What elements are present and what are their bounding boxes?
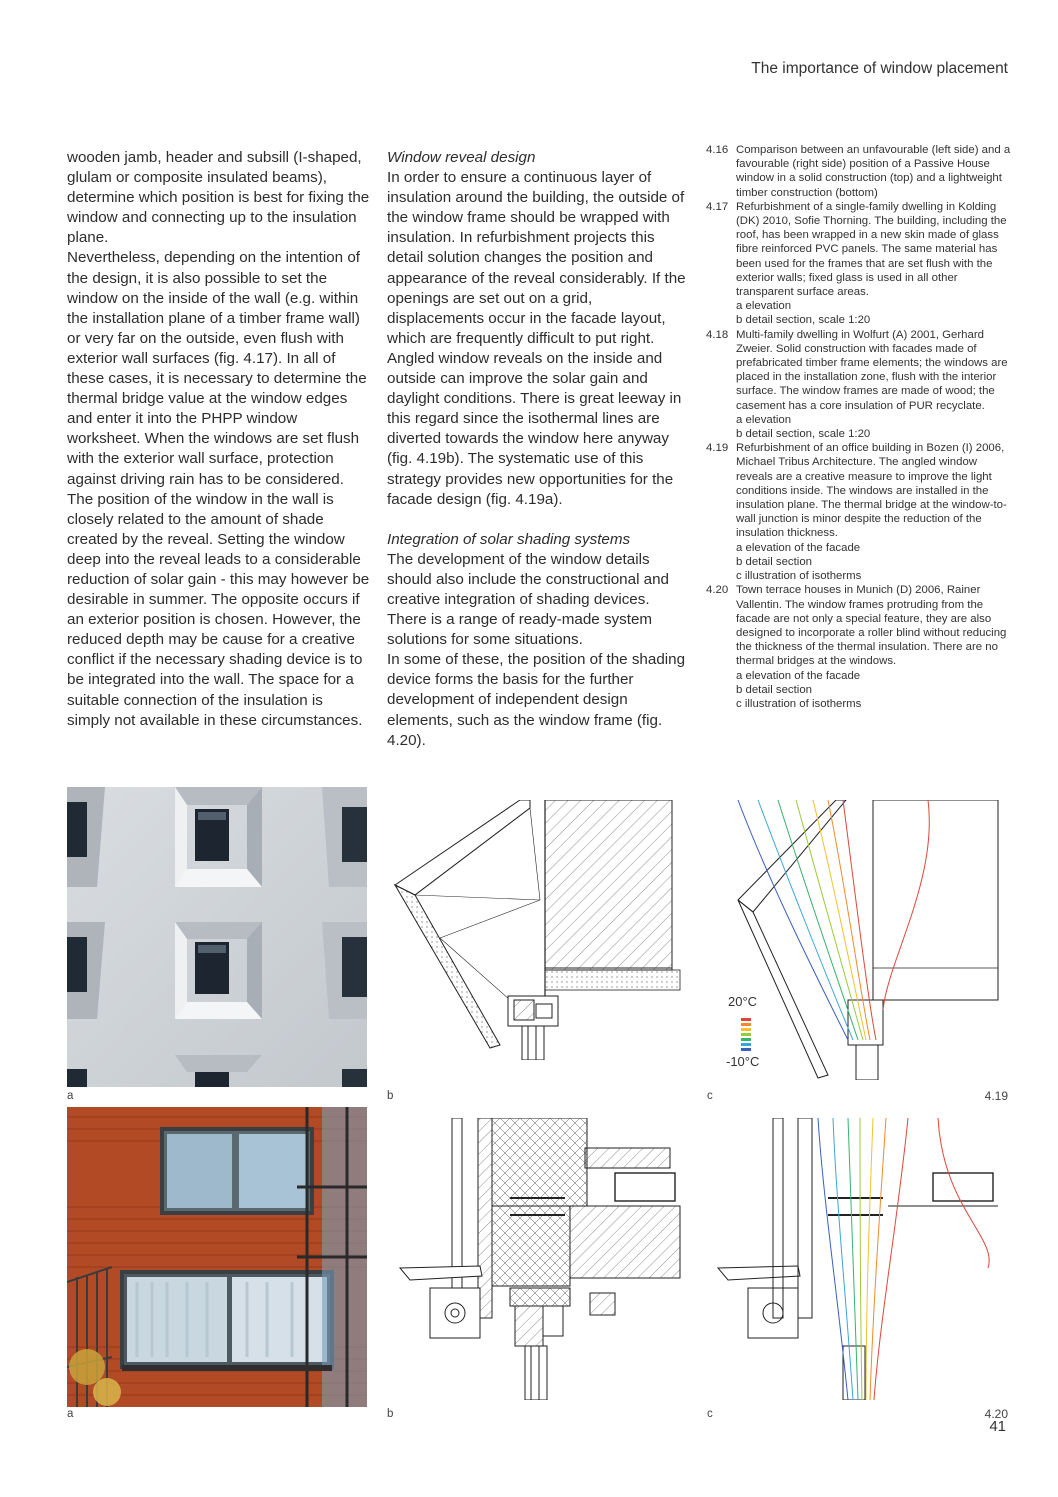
caption-sub: a elevation — [736, 413, 792, 426]
caption-sub: a elevation of the facade — [736, 669, 861, 682]
isotherm-legend-top: 20°C — [728, 994, 758, 1009]
body-column-2 — [387, 148, 687, 751]
caption-sub: c illustration of isotherms — [736, 697, 862, 710]
paragraph: In order to ensure a continuous layer of insulation around the building, the outside of the window frame should be wrapped with insulation. In refurbishment projects this detail solution changes the position and appearance of the reveal considerably. If the openings are set out on a grid, displacements occur in the facade layout, which are frequently difficult to put right. — [387, 169, 686, 347]
panel-label-b: b — [387, 1090, 394, 1102]
caption-number: 4.17 — [706, 200, 729, 213]
caption-text: Comparison between an unfavourable (left side) and a favourable (right side) position of a Passive House window in a solid construction (top) and a lightweight timber construction (bottom) — [736, 144, 1011, 199]
caption-sub: b detail section, scale 1:20 — [736, 314, 871, 327]
caption-text: Refurbishment of a single-family dwelling in Kolding (DK) 2010, Sofie Thorning. The building, including the roof, has been wrapped in a new skin made of glass fibre reinforced PVC panels. The same material has been used for the frames that are set flush with the exterior walls; fixed glass is used in all other transparent surface areas. — [736, 200, 1007, 299]
figure-number-4-19: 4.19 — [984, 1089, 1008, 1103]
caption-number: 4.19 — [706, 442, 729, 455]
photo-facade-angled-reveals — [67, 787, 367, 1087]
caption-4-17 — [706, 200, 1011, 328]
panel-label-c: c — [707, 1408, 713, 1420]
caption-number: 4.20 — [706, 584, 729, 597]
paragraph: In some of these, the position of the shading device forms the basis for the further development of independent design elements, such as the window frame (fig. 4.20). — [387, 651, 686, 749]
caption-sub: c illustration of isotherms — [736, 570, 862, 583]
paragraph: Nevertheless, depending on the intention of the design, it is also possible to set the window on the inside of the wall (e.g. within the installation plane of a timber frame wall) or very far on the outside, even flush with exterior wall surfaces (fig. 4.17). In all of these cases, it is necessary to determine the thermal bridge value at the window edges and enter it into the PHPP window worksheet. When the windows are set flush with the exterior wall surface, protection against driving rain has to be considered. — [67, 249, 367, 488]
panel-label-a: a — [67, 1408, 74, 1420]
caption-sub: a elevation — [736, 300, 792, 313]
caption-number: 4.18 — [706, 328, 729, 341]
caption-text: Refurbishment of an office building in Bozen (I) 2006, Michael Tribus Architecture. The angled window reveals are a creative measure to improve the light conditions inside. The windows are installed in the insulation plane. The thermal bridge at the window-to-wall junction is minor despite the reduction of the insulation thickness. — [736, 442, 1007, 540]
section-heading-window-reveal: Window reveal design — [387, 149, 536, 166]
paragraph: The position of the window in the wall is closely related to the amount of shade created by the reveal. Setting the window deep into the reveal leads to a considerable reduction of solar gain - this may however be desirable in summer. The opposite occurs if an exterior position is chosen. However, the reduced depth may be cause for a creative conflict if the necessary shading device is to be integrated into the wall. The space for a suitable connection of the insulation is simply not available in these circumstances. — [67, 490, 370, 729]
caption-4-19 — [706, 441, 1011, 583]
paragraph: The development of the window details should also include the constructional and creative integration of shading devices. There is a range of ready-made system solutions for some situations. — [387, 550, 669, 649]
detail-section-drawing-4-20 — [390, 1118, 690, 1400]
caption-sub: b detail section — [736, 683, 812, 696]
photo-timber-terrace-houses — [67, 1107, 367, 1407]
caption-text: Multi-family dwelling in Wolfurt (A) 2001, Gerhard Zweier. Solid construction with facades made of prefabricated timber frame elements; the windows are placed in the installation zone, flush with the interior surface. The window frames are made of wood; the casement has a core insulation of PUR recyclate. — [736, 328, 1008, 412]
section-heading-solar-shading: Integration of solar shading systems — [387, 530, 631, 548]
paragraph: Angled window reveals on the inside and outside can improve the solar gain and daylight conditions. There is great leeway in this regard since the isothermal lines are diverted towards the window here anyway (fig. 4.19b). The systematic use of this strategy provides new opportunities for the facade design (fig. 4.19a). — [387, 349, 682, 508]
body-column-1 — [67, 148, 370, 731]
caption-4-18 — [706, 328, 1011, 442]
paragraph: wooden jamb, header and subsill (I-shaped, glulam or composite insulated beams), determine which position is best for fixing the window and connecting up to the insulation plane. — [67, 149, 370, 247]
panel-label-b: b — [387, 1408, 394, 1420]
isotherm-drawing-4-20 — [708, 1118, 1008, 1400]
running-title: The importance of window placement — [751, 60, 1008, 77]
figure-captions — [706, 143, 1011, 711]
isotherm-legend-bottom: -10°C — [726, 1054, 760, 1069]
caption-number: 4.16 — [706, 144, 729, 156]
caption-text: Town terrace houses in Munich (D) 2006, Rainer Vallentin. The window frames protruding from the facade are not only a special feature, they are also designed to incorporate a roller blind without reducing the thickness of the thermal insulation. There are no thermal bridges at the windows. — [736, 584, 1007, 668]
caption-sub: b detail section, scale 1:20 — [736, 428, 871, 441]
caption-sub: b detail section — [736, 555, 812, 568]
caption-sub: a elevation of the facade — [736, 541, 861, 554]
caption-4-20 — [706, 583, 1011, 711]
detail-section-drawing-4-19 — [390, 800, 690, 1060]
caption-4-16 — [706, 143, 1011, 200]
isotherm-drawing-4-19 — [708, 800, 1008, 1080]
panel-label-c: c — [707, 1090, 713, 1102]
panel-label-a: a — [67, 1090, 74, 1102]
page-number: 41 — [989, 1418, 1006, 1435]
figure-number-4-20: 4.20 — [984, 1407, 1008, 1421]
